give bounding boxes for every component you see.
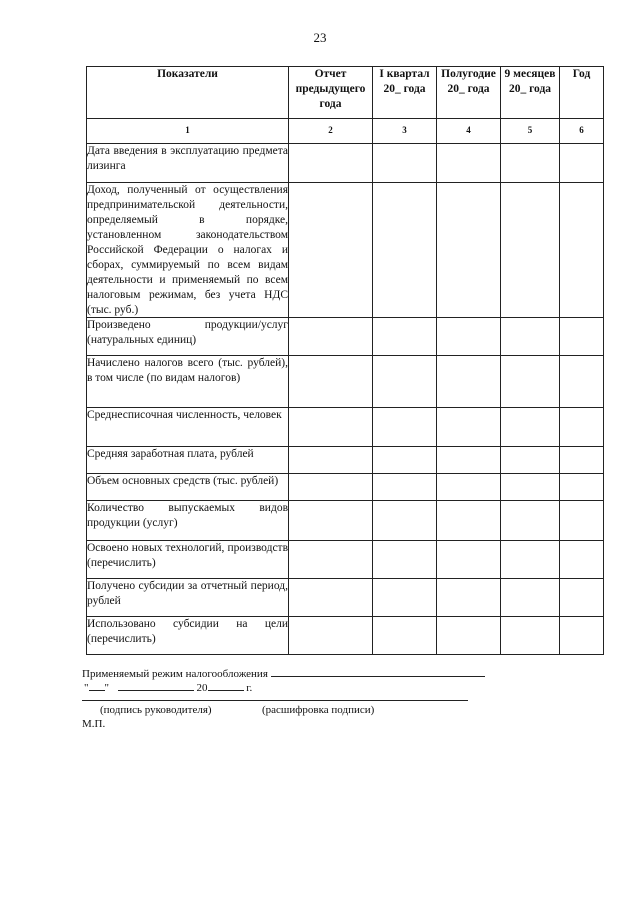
header-indicators: Показатели (87, 67, 289, 119)
date-day-field[interactable] (89, 680, 105, 691)
signature-label: (подпись руководителя) (100, 704, 212, 716)
value-cell[interactable] (560, 318, 604, 356)
row-label: Среднесписочная численность, человек (87, 408, 289, 447)
value-cell[interactable] (501, 356, 560, 408)
value-cell[interactable] (560, 617, 604, 655)
value-cell[interactable] (289, 356, 373, 408)
page-number: 23 (313, 30, 327, 45)
value-cell[interactable] (560, 183, 604, 318)
row-label: Средняя заработная плата, рублей (87, 447, 289, 474)
value-cell[interactable] (373, 408, 437, 447)
table-row (87, 356, 604, 408)
header-previous-year: Отчет предыдущего года (289, 67, 373, 119)
value-cell[interactable] (289, 318, 373, 356)
table-row (87, 144, 604, 183)
value-cell[interactable] (373, 144, 437, 183)
value-cell[interactable] (560, 144, 604, 183)
value-cell[interactable] (373, 356, 437, 408)
value-cell[interactable] (501, 408, 560, 447)
value-cell[interactable] (437, 318, 501, 356)
value-cell[interactable] (437, 501, 501, 541)
value-cell[interactable] (501, 541, 560, 579)
value-cell[interactable] (437, 474, 501, 501)
value-cell[interactable] (501, 617, 560, 655)
value-cell[interactable] (560, 447, 604, 474)
value-cell[interactable] (437, 579, 501, 617)
value-cell[interactable] (501, 144, 560, 183)
value-cell[interactable] (560, 501, 604, 541)
value-cell[interactable] (560, 356, 604, 408)
date-month-field[interactable] (118, 680, 194, 691)
date-year-field[interactable] (208, 680, 244, 691)
header-half-year: Полугодие 20_ года (437, 67, 501, 119)
value-cell[interactable] (373, 183, 437, 318)
tax-regime-line (82, 666, 485, 680)
value-cell[interactable] (289, 579, 373, 617)
value-cell[interactable] (437, 447, 501, 474)
value-cell[interactable] (501, 183, 560, 318)
date-close-quote: " (104, 682, 109, 694)
column-number: 4 (437, 119, 501, 144)
value-cell[interactable] (373, 579, 437, 617)
value-cell[interactable] (560, 474, 604, 501)
value-cell[interactable] (437, 408, 501, 447)
table-row (87, 183, 604, 318)
value-cell[interactable] (289, 501, 373, 541)
header-nine-months: 9 месяцев 20_ года (501, 67, 560, 119)
row-label: Количество выпускаемых видов продукции (услуг) (87, 501, 289, 541)
date-year-suffix: г. (246, 682, 253, 694)
value-cell[interactable] (501, 579, 560, 617)
column-numbers-row (87, 119, 604, 144)
date-line (84, 680, 252, 694)
table-row (87, 579, 604, 617)
table-row (87, 408, 604, 447)
row-label: Произведено продукции/услуг (натуральных единиц) (87, 318, 289, 356)
date-century: 20 (196, 682, 208, 694)
value-cell[interactable] (501, 318, 560, 356)
date-open-quote: " (84, 682, 89, 694)
column-number: 2 (289, 119, 373, 144)
column-number: 5 (501, 119, 560, 144)
row-label: Доход, полученный от осуществления предпринимательской деятельности, определяемый в порядке, установленном законодательством Российской Федерации о налогах и сборах, суммируемый по всем видам деятельности и применяемый по всем налоговым режимам, без учета НДС (тыс. руб.) (87, 183, 289, 318)
value-cell[interactable] (437, 183, 501, 318)
value-cell[interactable] (501, 474, 560, 501)
header-q1: I квартал 20_ года (373, 67, 437, 119)
table-row (87, 501, 604, 541)
value-cell[interactable] (501, 501, 560, 541)
value-cell[interactable] (373, 541, 437, 579)
value-cell[interactable] (560, 579, 604, 617)
value-cell[interactable] (373, 318, 437, 356)
signature-line[interactable] (82, 700, 468, 701)
value-cell[interactable] (437, 144, 501, 183)
value-cell[interactable] (289, 617, 373, 655)
column-number: 3 (373, 119, 437, 144)
value-cell[interactable] (560, 541, 604, 579)
table-row (87, 617, 604, 655)
indicators-table (86, 66, 604, 655)
table-row (87, 447, 604, 474)
value-cell[interactable] (501, 447, 560, 474)
value-cell[interactable] (373, 617, 437, 655)
value-cell[interactable] (373, 474, 437, 501)
table-header-row (87, 67, 604, 119)
value-cell[interactable] (437, 617, 501, 655)
value-cell[interactable] (289, 447, 373, 474)
tax-regime-label: Применяемый режим налогообложения (82, 668, 268, 680)
table-row (87, 318, 604, 356)
value-cell[interactable] (289, 144, 373, 183)
stamp-label: М.П. (82, 718, 106, 730)
table-row (87, 541, 604, 579)
tax-regime-field[interactable] (271, 666, 485, 677)
value-cell[interactable] (289, 408, 373, 447)
value-cell[interactable] (373, 447, 437, 474)
row-label: Дата введения в эксплуатацию предмета лизинга (87, 144, 289, 183)
value-cell[interactable] (373, 501, 437, 541)
value-cell[interactable] (289, 183, 373, 318)
value-cell[interactable] (437, 356, 501, 408)
column-number: 1 (87, 119, 289, 144)
row-label: Объем основных средств (тыс. рублей) (87, 474, 289, 501)
row-label: Получено субсидии за отчетный период, рублей (87, 579, 289, 617)
value-cell[interactable] (289, 541, 373, 579)
row-label: Освоено новых технологий, производств (перечислить) (87, 541, 289, 579)
value-cell[interactable] (289, 474, 373, 501)
row-label: Начислено налогов всего (тыс. рублей), в том числе (по видам налогов) (87, 356, 289, 408)
header-year: Год (560, 67, 604, 119)
row-label: Использовано субсидии на цели (перечислить) (87, 617, 289, 655)
column-number: 6 (560, 119, 604, 144)
table-row (87, 474, 604, 501)
value-cell[interactable] (560, 408, 604, 447)
value-cell[interactable] (437, 541, 501, 579)
transcript-label: (расшифровка подписи) (262, 704, 375, 716)
